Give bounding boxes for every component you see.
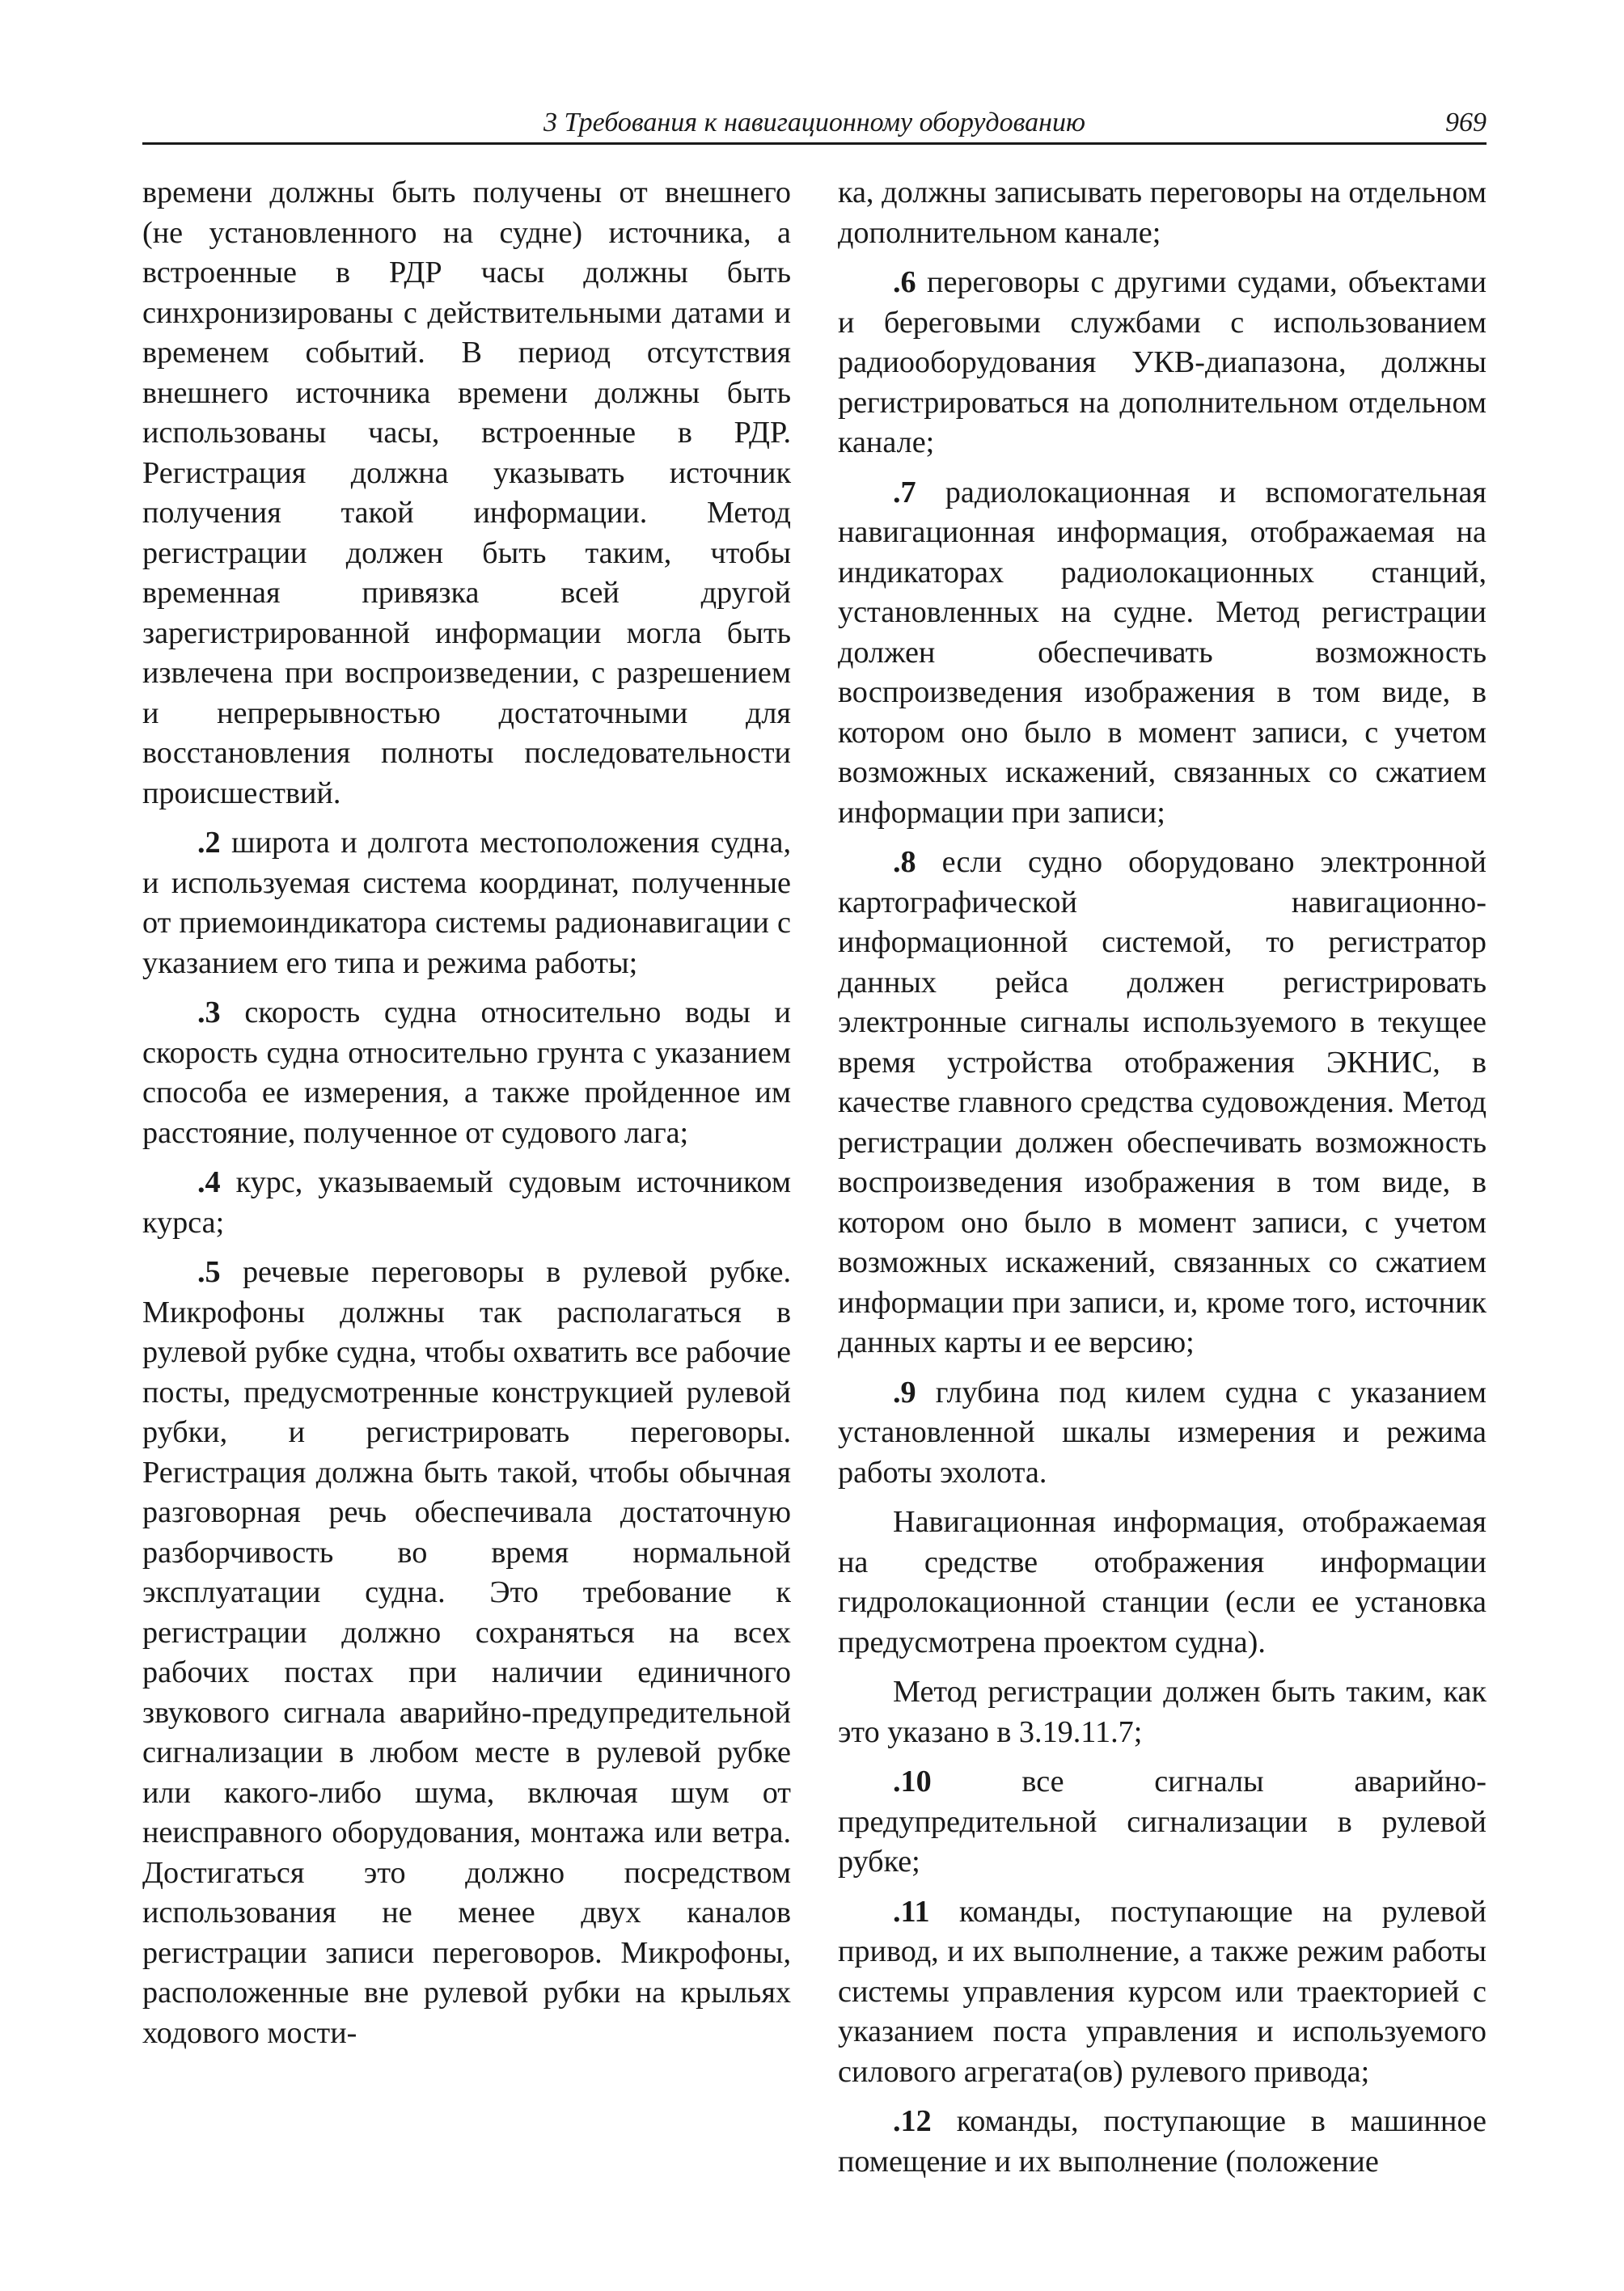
item-number: .7	[893, 475, 916, 509]
paragraph-text: широта и долгота местоположения судна, и используемая система координат, полученные от приемоиндикатора системы радионавигации с указанием его типа и режима работы;	[142, 826, 791, 980]
running-title: 3 Требования к навигационному оборудованию	[543, 108, 1085, 137]
paragraph-text: если судно оборудовано электронной картографической навигационно-информационной системой, то регистратор данных рейса должен регистрировать электронные сигналы используемого в текущее время устройства отображения ЭКНИС, в качестве главного средства судовождения. Метод регистрации должен обеспечивать возможность воспроизведения изображения в том виде, в котором оно было в момент записи, с учетом возможных искажений, связанных со сжатием информации при записи, и, кроме того, источник данных карты и ее версию;	[838, 845, 1487, 1359]
paragraph	[838, 173, 1487, 253]
paragraph-text: времени должны быть получены от внешнего (не установленного на судне) источника, а встроенные в РДР часы должны быть синхронизированы с действительными датами и временем событий. В период отсутствия внешнего источника времени должны быть использованы часы, встроенные в РДР. Регистрация должна указывать источник получения такой информации. Метод регистрации должен быть таким, чтобы временная привязка всей другой зарегистрированной информации могла быть извлечена при воспроизведении, с разрешением и непрерывностью достаточными для восстановления полноты последовательности происшествий.	[142, 175, 791, 810]
paragraph	[838, 1503, 1487, 1663]
paragraph-text: речевые переговоры в рулевой рубке. Микрофоны должны так располагаться в рулевой рубке судна, чтобы охватить все рабочие посты, предусмотренные конструкцией рулевой рубки, и регистрировать переговоры. Регистрация должна быть такой, чтобы обычная разговорная речь обеспечивала достаточную разборчивость во время нормальной эксплуатации судна. Это требование к регистрации должно сохраняться на всех рабочих постах при наличии единичного звукового сигнала аварийно-предупредительной сигнализации в любом месте в рулевой рубке или какого-либо шума, включая шум от неисправного оборудования, монтажа или ветра. Достигаться это должно посредством использования не менее двух каналов регистрации записи переговоров. Микрофоны, расположенные вне рулевой рубки на крыльях ходового мости-	[142, 1255, 791, 2050]
paragraph-item-6	[838, 263, 1487, 463]
paragraph-text: радиолокационная и вспомогательная навигационная информация, отображаемая на индикаторах радиолокационных станций, установленных на судне. Метод регистрации должен обеспечивать возможность воспроизведения изображения в том виде, в котором оно было в момент записи, с учетом возможных искажений, связанных со сжатием информации при записи;	[838, 475, 1487, 830]
item-number: .4	[197, 1165, 221, 1199]
paragraph-text: переговоры с другими судами, объектами и береговыми службами с использованием радиооборудования УКВ-диапазона, должны регистрироваться на дополнительном отдельном канале;	[838, 265, 1487, 459]
paragraph-text: глубина под килем судна с указанием установленной шкалы измерения и режима работы эхолота.	[838, 1375, 1487, 1490]
paragraph-item-9	[838, 1373, 1487, 1494]
item-number: .10	[893, 1765, 932, 1799]
running-header	[142, 104, 1487, 145]
paragraph-item-2	[142, 823, 791, 983]
right-column	[838, 173, 1487, 2192]
item-number: .2	[197, 826, 221, 860]
paragraph-item-7	[838, 473, 1487, 834]
paragraph-text: курс, указываемый судовым источником курса;	[142, 1165, 791, 1240]
paragraph-item-5	[142, 1253, 791, 2053]
item-number: .5	[197, 1255, 221, 1289]
paragraph	[142, 173, 791, 814]
item-number: .3	[197, 995, 221, 1029]
paragraph-item-10	[838, 1762, 1487, 1883]
paragraph-text: все сигналы аварийно-предупредительной сигнализации в рулевой рубке;	[838, 1765, 1487, 1879]
item-number: .12	[893, 2104, 932, 2138]
item-number: .11	[893, 1894, 930, 1929]
left-column	[142, 173, 791, 2063]
paragraph	[838, 1672, 1487, 1752]
paragraph-item-3	[142, 993, 791, 1153]
paragraph-text: ка, должны записывать переговоры на отдельном дополнительном канале;	[838, 175, 1487, 250]
paragraph-text: скорость судна относительно воды и скорость судна относительно грунта с указанием способа ее измерения, а также пройденное им расстояние, полученное от судового лага;	[142, 995, 791, 1150]
paragraph-item-11	[838, 1892, 1487, 2093]
item-number: .9	[893, 1375, 916, 1410]
paragraph-text: команды, поступающие на рулевой привод, и их выполнение, а также режим работы системы управления курсом или траекторией с указанием поста управления и используемого силового агрегата(ов) рулевого привода;	[838, 1894, 1487, 2089]
paragraph-text: команды, поступающие в машинное помещение и их выполнение (положение	[838, 2104, 1487, 2179]
item-number: .6	[893, 265, 916, 299]
paragraph-item-4	[142, 1163, 791, 1243]
paragraph-item-8	[838, 843, 1487, 1363]
paragraph-text: Метод регистрации должен быть таким, как это указано в 3.19.11.7;	[838, 1675, 1487, 1749]
item-number: .8	[893, 845, 916, 879]
paragraph-item-12	[838, 2102, 1487, 2182]
page-number: 969	[1445, 108, 1487, 137]
paragraph-text: Навигационная информация, отображаемая на средстве отображения информации гидролокационной станции (если ее установка предусмотрена проектом судна).	[838, 1505, 1487, 1659]
